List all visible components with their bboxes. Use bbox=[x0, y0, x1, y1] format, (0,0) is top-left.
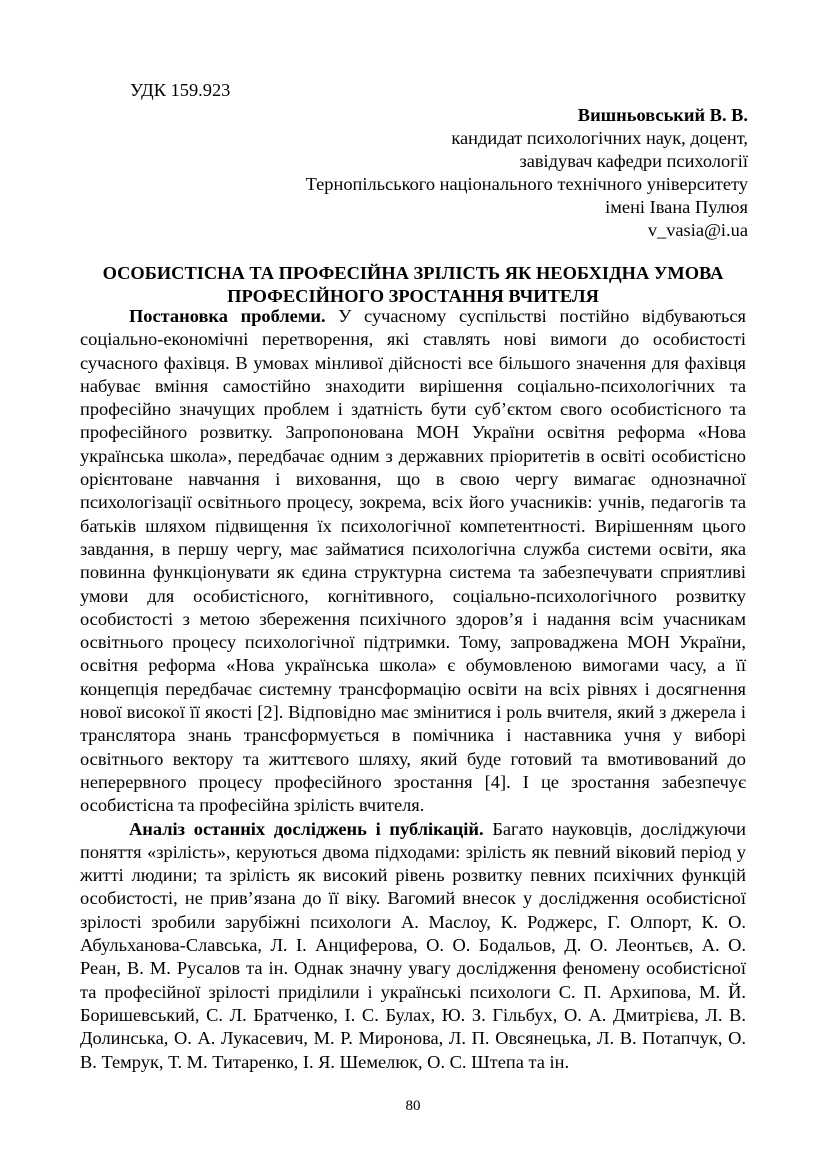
page-number: 80 bbox=[405, 1098, 421, 1114]
author-name: Вишньовський В. В. bbox=[577, 105, 748, 125]
paragraph-problem-statement bbox=[80, 305, 746, 818]
paragraph-text: Багато науковців, досліджуючи поняття «зрілість», керуються двома підходами: зрілість як певний віковий період у житті людини; та зрілість як високий рівень розвитку певних психічних функцій особистості, не прив’язана до її віку. Вагомий внесок у дослідження особистісної зрілості зробили зарубіжні психологи А. Маслоу, К. Роджерс, Г. Олпорт, К. О. Абульханова-Славська, Л. І. Анциферова, О. О. Бодальов, Д. О. Леонтьєв, А. О. Реан, В. М. Русалов та ін. Однак значну увагу дослідження феномену особистісної та професійної зрілості приділили і українські психологи С. П. Архипова, М. Й. Боришевський, С. Л. Братченко, І. С. Булах, Ю. З. Гільбух, О. А. Дмитрієва, Л. В. Долинська, О. А. Лукасевич, М. Р. Миронова, Л. П. Овсянецька, Л. В. Потапчук, О. В. Темрук, Т. М. Титаренко, І. Я. Шемелюк, О. С. Штепа та ін. bbox=[80, 818, 746, 1072]
author-position: завідувач кафедри психології bbox=[519, 151, 748, 171]
article-title-line-1: ОСОБИСТІСНА ТА ПРОФЕСІЙНА ЗРІЛІСТЬ ЯК НЕОБХІДНА УМОВА bbox=[102, 263, 724, 283]
author-affiliation: Тернопільського національного технічного університету bbox=[305, 174, 748, 194]
article-title bbox=[80, 262, 746, 308]
author-affiliation-name: імені Івана Пулюя bbox=[605, 197, 748, 217]
author-degree: кандидат психологічних наук, доцент, bbox=[451, 128, 748, 148]
section-heading-problem: Постановка проблеми. bbox=[129, 306, 326, 326]
udc-code: УДК 159.923 bbox=[130, 80, 231, 100]
section-heading-analysis: Аналіз останніх досліджень і публікацій. bbox=[129, 818, 484, 839]
paragraph-literature-review bbox=[80, 818, 746, 1074]
author-email: v_vasia@i.ua bbox=[647, 220, 748, 240]
article-body bbox=[80, 305, 746, 1074]
author-block bbox=[148, 104, 748, 242]
article-title-line-2: ПРОФЕСІЙНОГО ЗРОСТАННЯ ВЧИТЕЛЯ bbox=[227, 286, 599, 306]
paragraph-text: У сучасному суспільстві постійно відбуваються соціально-економічні перетворення, які ставлять нові вимоги до особистості сучасного фахівця. В умовах мінливої дійсності все більшого значення для фахівця набуває вміння самостійно знаходити вирішення соціально-психологічних та професійно значущих проблем і здатність бути суб’єктом свого особистісного та професійного розвитку. Запропонована МОН України освітня реформа «Нова українська школа», передбачає одним з державних пріоритетів в освіті особистісно орієнтоване навчання і виховання, що в свою чергу вимагає однозначної психологізації освітнього процесу, зокрема, всіх його учасників: учнів, педагогів та батьків шляхом підвищення їх психологічної компетентності. Вирішенням цього завдання, в першу чергу, має займатися психологічна служба системи освіти, яка повинна функціонувати як єдина структурна система та забезпечувати сприятливі умови для особистісного, когнітивного, соціально-психологічного розвитку особистості з метою збереження психічного здоров’я і надання всім учасникам освітнього процесу психологічної підтримки. Тому, запроваджена МОН України, освітня реформа «Нова українська школа» є обумовленою вимогами часу, а її концепція передбачає системну трансформацію освіти на всіх рівнях і досягнення нової високої її якості [2]. Відповідно має змінитися і роль вчителя, який з джерела і транслятора знань трансформується в помічника і наставника учня у виборі освітнього вектору та життєвого шляху, який буде готовий та вмотивований до неперервного процесу професійного зростання [4]. І це зростання забезпечує особистісна та професійна зрілість вчителя. bbox=[80, 306, 746, 816]
